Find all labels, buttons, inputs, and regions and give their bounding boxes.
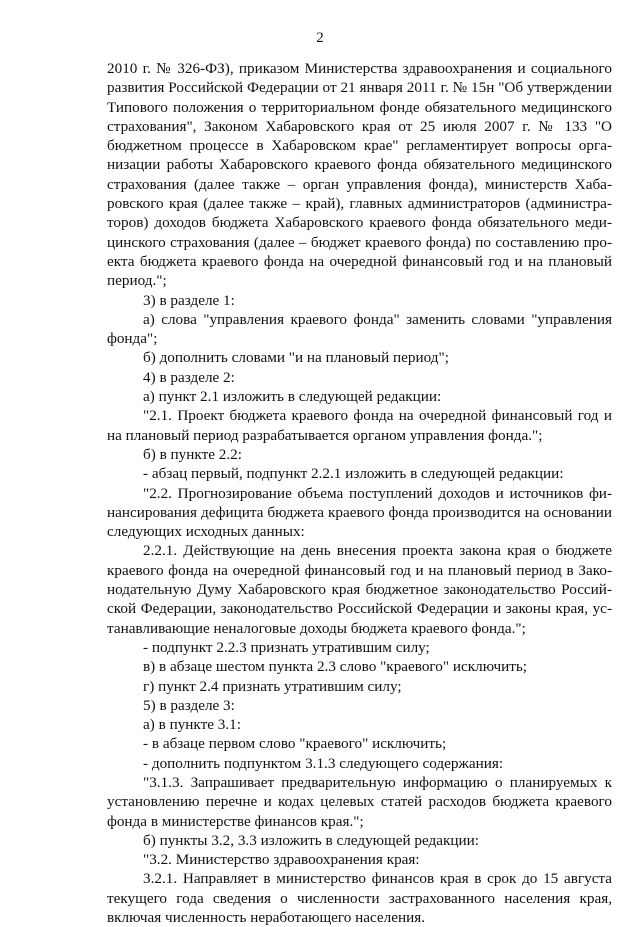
paragraph-item-3: 3) в разделе 1: [143, 291, 235, 309]
paragraph-item-5a: а) в пункте 3.1: [143, 716, 241, 734]
paragraph-quote-2-2-1: 2.2.1. Действующие на день внесения проекта закона края о бюджете краевого фонда на очередной финансовый год и на плановый период в Законодательную Думу Хабаровского края бюджетное законодательство Российской Федерации, законодательство Российской Федерации и законы края, устанавливающие неналоговые доходы бюджета краевого фонда."; [107, 542, 612, 637]
paragraph-item-3a: а) слова "управления краевого фонда" заменить словами "управления фонда"; [107, 310, 612, 348]
paragraph-item-4a: а) пункт 2.1 изложить в следующей редакции: [143, 388, 442, 406]
document-body [107, 59, 612, 927]
paragraph-item-4v: в) в абзаце шестом пункта 2.3 слово "краевого" исключить; [143, 658, 528, 676]
paragraph-item-4: 4) в разделе 2: [143, 368, 235, 386]
paragraph-quote-2-2: "2.2. Прогнозирование объема поступлений доходов и источников финансирования дефицита бюджета краевого фонда производится на основании следующих исходных данных: [107, 484, 612, 541]
paragraph-item-4b: б) в пункте 2.2: [143, 445, 242, 463]
paragraph-item-3b: б) дополнить словами "и на плановый период"; [143, 349, 449, 367]
paragraph-quote-3-2: "3.2. Министерство здравоохранения края: [143, 851, 420, 869]
paragraph-abzac-first: - абзац первый, подпункт 2.2.1 изложить в следующей редакции: [143, 465, 564, 483]
paragraph-item-5b: б) пункты 3.2, 3.3 изложить в следующей редакции: [143, 831, 479, 849]
paragraph-abzac-first-exclude: - в абзаце первом слово "краевого" исключить; [143, 735, 447, 753]
paragraph-subpoint-2-2-3: - подпункт 2.2.3 признать утратившим силу; [143, 638, 430, 656]
page-number: 2 [316, 30, 324, 46]
paragraph-item-4g: г) пункт 2.4 признать утратившим силу; [143, 677, 402, 695]
paragraph-regulation-scope: 2010 г. № 326-ФЗ), приказом Министерства здравоохранения и социального развития Российской Федерации от 21 января 2011 г. № 15н "Об утверждении Типового положения о территориальном фонде обязательного медицинского страхования", Законом Хабаровского края от 25 июля 2007 г. № 133 "О бюджетном процессе в Хабаровском крае" регламентирует вопросы организации работы Хабаровского краевого фонда обязательного медицинского страхования (далее также – орган управления фонда), министерств Хабаровского края (далее также – край), главных администраторов (администраторов) доходов бюджета Хабаровского краевого фонда обязательного медицинского страхования (далее – бюджет краевого фонда) по составлению проекта бюджета краевого фонда на очередной финансовый год и на плановый период."; [107, 60, 612, 290]
paragraph-add-subpoint: - дополнить подпунктом 3.1.3 следующего содержания: [143, 754, 504, 772]
paragraph-quote-2-1: "2.1. Проект бюджета краевого фонда на очередной финансовый год и на плановый период разрабатывается органом управления фонда."; [107, 407, 612, 444]
paragraph-item-5: 5) в разделе 3: [143, 696, 235, 714]
paragraph-quote-3-1-3: "3.1.3. Запрашивает предварительную информацию о планируемых к установлению перечне и кодах целевых статей расходов бюджета краевого фонда в министерстве финансов края."; [107, 773, 612, 830]
paragraph-quote-3-2-1: 3.2.1. Направляет в министерство финансов края в срок до 15 августа текущего года сведения о численности застрахованного населения края, включая численность неработающего населения. [107, 870, 612, 927]
